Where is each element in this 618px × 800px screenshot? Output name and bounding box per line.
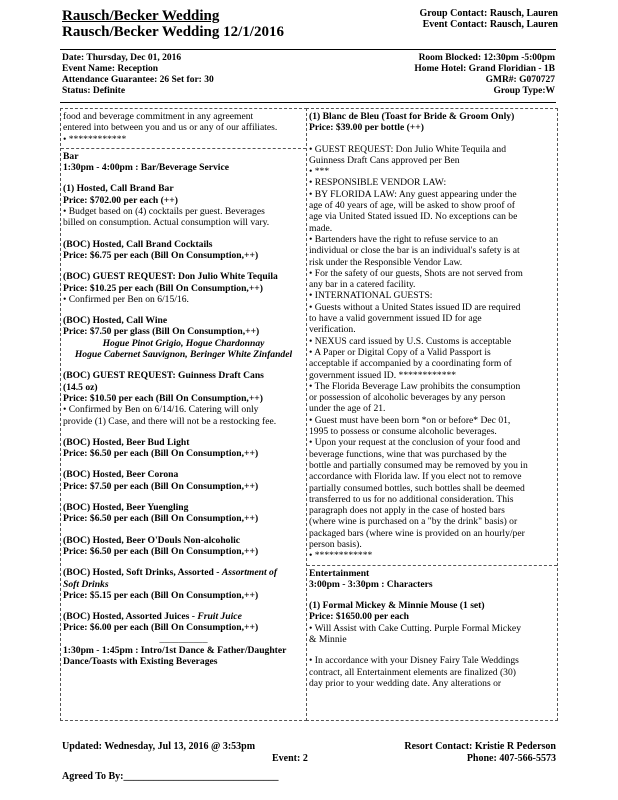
note-line: • Bartenders have the right to refuse service to an bbox=[309, 233, 499, 245]
item-note: provide (1) Case, and there will not be a restocking fee. bbox=[63, 415, 277, 427]
note-line: • Guests without a United States issued ID are required bbox=[309, 301, 521, 313]
note-line: day prior to your wedding date. Any alterations or bbox=[309, 677, 502, 689]
note-line: • INTERNATIONAL GUESTS: bbox=[309, 290, 433, 302]
item-title: (BOC) GUEST REQUEST: Guinness Draft Cans bbox=[63, 370, 264, 382]
item-price: Price: $6.50 per each (Bill On Consumption,++) bbox=[63, 513, 259, 525]
note-line: & Minnie bbox=[309, 634, 347, 646]
item-price: Price: $7.50 per glass (Bill On Consumption,++) bbox=[63, 326, 260, 338]
note-line: verification. bbox=[309, 324, 356, 336]
event-info-right bbox=[414, 53, 555, 97]
section-time: 3:00pm - 3:30pm : Characters bbox=[309, 578, 433, 590]
room-blocked: Room Blocked: 12:30pm -5:00pm bbox=[418, 53, 555, 63]
item-title-italic: Soft Drinks bbox=[63, 578, 109, 590]
item-price: Price: $7.50 per each (Bill On Consumption,++) bbox=[63, 480, 259, 492]
note-line: • RESPONSIBLE VENDOR LAW: bbox=[309, 177, 447, 189]
phone: Phone: 407-566-5573 bbox=[466, 753, 556, 764]
note-line: • BY FLORIDA LAW: Any guest appearing under the bbox=[309, 188, 517, 200]
item-title-text: (BOC) Hosted, Assorted Juices - bbox=[63, 611, 198, 623]
note-line: • Guest must have been born *on or before* Dec 01, bbox=[309, 414, 511, 426]
item-title: (BOC) Hosted, Call Brand Cocktails bbox=[63, 238, 213, 250]
event-info-left bbox=[62, 53, 214, 97]
note-line: paragraph does not apply in the case of hosted bars bbox=[309, 505, 505, 517]
item-title: (BOC) Hosted, Beer Yuengling bbox=[63, 502, 189, 514]
note-line: any bar in a catered facility. bbox=[309, 279, 416, 291]
note-line: • ************ bbox=[309, 550, 373, 562]
wine-list: Hogue Pinot Grigio, Hogue Chardonnay bbox=[102, 337, 265, 349]
intro-line: entered into between you and us or any of our affiliates. bbox=[63, 122, 278, 134]
item-note: • Confirmed per Ben on 6/15/16. bbox=[63, 293, 189, 305]
item-price: Price: $10.50 per each (Bill On Consumption,++) bbox=[63, 392, 263, 404]
wine-list: Hogue Cabernet Sauvignon, Beringer White Zinfandel bbox=[74, 349, 293, 361]
note-line: age via United Stated issued ID. No exceptions can be bbox=[309, 211, 518, 223]
section-time: 1:30pm - 1:45pm : Intro/1st Dance & Father/Daughter bbox=[63, 644, 287, 656]
note-line: • NEXUS card issued by U.S. Customs is acceptable bbox=[309, 335, 512, 347]
item-price: Price: $5.15 per each (Bill On Consumption,++) bbox=[63, 589, 259, 601]
item-price: Price: $39.00 per bottle (++) bbox=[309, 122, 424, 134]
note-line: made. bbox=[309, 222, 333, 234]
note-line: transferred to us for no additional consideration. This bbox=[309, 493, 514, 505]
note-line: bottle and partially consumed may be removed by you in bbox=[309, 459, 528, 471]
group-type: Group Type:W bbox=[493, 86, 555, 96]
attendance: Attendance Guarantee: 26 Set for: 30 bbox=[62, 75, 214, 85]
home-hotel: Home Hotel: Grand Floridian - 1B bbox=[414, 64, 555, 74]
intro-line: food and beverage commitment in any agreement bbox=[63, 111, 254, 122]
note-line: • Will Assist with Cake Cutting. Purple Formal Mickey bbox=[309, 622, 521, 634]
item-price: Price: $1650.00 per each bbox=[309, 611, 409, 623]
note-line: • The Florida Beverage Law prohibits the consumption bbox=[309, 380, 521, 392]
note-line: • For the safety of our guests, Shots are not served from bbox=[309, 267, 523, 279]
right-column bbox=[306, 108, 558, 721]
event-name: Event Name: Reception bbox=[62, 64, 159, 74]
note-line: 1995 to possess or consume alcoholic beverages. bbox=[309, 426, 497, 438]
section-title: Entertainment bbox=[309, 567, 370, 579]
event-date: Date: Thursday, Dec 01, 2016 bbox=[62, 53, 182, 63]
item-price: Price: $702.00 per each (++) bbox=[63, 194, 178, 206]
title-line-2: Rausch/Becker Wedding 12/1/2016 bbox=[62, 24, 284, 40]
note-line: accordance with Florida law. If you elect not to remove bbox=[309, 471, 522, 483]
note-line: government issued ID. ************ bbox=[309, 369, 457, 381]
updated-timestamp: Updated: Wednesday, Jul 13, 2016 @ 3:53pm bbox=[62, 741, 256, 752]
event-number: Event: 2 bbox=[272, 753, 308, 764]
item-title: (1) Formal Mickey & Minnie Mouse (1 set) bbox=[309, 600, 485, 612]
document-title bbox=[62, 8, 284, 40]
gmr-number: GMR#: G070727 bbox=[485, 75, 555, 85]
event-contact: Event Contact: Rausch, Lauren bbox=[422, 19, 558, 30]
title-line-1: Rausch/Becker Wedding bbox=[62, 8, 220, 24]
item-price: Price: $6.75 per each (Bill On Consumption,++) bbox=[63, 249, 259, 261]
item-title: (BOC) Hosted, Beer Corona bbox=[63, 469, 179, 481]
item-title-text: (BOC) Hosted, Soft Drinks, Assorted - bbox=[63, 567, 222, 579]
note-line: under the age of 21. bbox=[309, 403, 386, 415]
note-line: • *** bbox=[309, 166, 330, 178]
note-line: (where wine is purchased on a "by the drink" basis) or bbox=[309, 516, 518, 528]
left-column bbox=[60, 108, 307, 721]
item-price: Price: $6.50 per each (Bill On Consumption,++) bbox=[63, 545, 259, 557]
note-line: individual or close the bar is an individual's safety is at bbox=[309, 245, 520, 257]
item-title bbox=[63, 567, 304, 578]
item-title bbox=[63, 611, 304, 622]
item-title: (14.5 oz) bbox=[63, 381, 98, 393]
note-line: • GUEST REQUEST: Don Julio White Tequila and bbox=[309, 143, 507, 155]
item-note: billed on consumption. Actual consumption will vary. bbox=[63, 217, 270, 229]
section-time: Dance/Toasts with Existing Beverages bbox=[63, 656, 218, 668]
item-note: • Confirmed by Ben on 6/14/16. Catering will only bbox=[63, 404, 259, 416]
note-line: risk under the Responsible Vendor Law. bbox=[309, 256, 463, 268]
item-title: (BOC) Hosted, Call Wine bbox=[63, 315, 168, 327]
note-line: or possession of alcoholic beverages by any person bbox=[309, 392, 506, 404]
info-rule bbox=[60, 102, 556, 103]
resort-contact: Resort Contact: Kristie R Pederson bbox=[404, 741, 556, 752]
note-line: person basis). bbox=[309, 538, 362, 550]
item-title: (1) Blanc de Bleu (Toast for Bride & Groom Only) bbox=[309, 111, 515, 122]
item-title: (BOC) Hosted, Beer O'Douls Non-alcoholic bbox=[63, 534, 241, 546]
note-line: Guinness Draft Cans approved per Ben bbox=[309, 154, 460, 166]
section-title: Bar bbox=[63, 150, 79, 162]
item-title: (BOC) Hosted, Beer Bud Light bbox=[63, 436, 190, 448]
note-line: • Upon your request at the conclusion of your food and bbox=[309, 437, 521, 449]
section-divider bbox=[61, 148, 306, 149]
contacts bbox=[419, 8, 558, 30]
item-title: (1) Hosted, Call Brand Bar bbox=[63, 183, 174, 195]
note-line: acceptable if accompanied by a coordinating form of bbox=[309, 358, 512, 370]
note-line: to have a valid government issued ID for age bbox=[309, 313, 482, 325]
resort-contact-block bbox=[404, 741, 556, 765]
item-title: (BOC) GUEST REQUEST: Don Julio White Tequila bbox=[63, 271, 278, 283]
header-rule bbox=[60, 49, 556, 50]
note-line: age of 40 years of age, will be asked to show proof of bbox=[309, 200, 515, 212]
status: Status: Definite bbox=[62, 86, 126, 96]
note-line: packaged bars (where wine is provided on an hourly/per bbox=[309, 527, 525, 539]
item-price: Price: $6.00 per each (Bill On Consumption,++) bbox=[63, 622, 259, 634]
section-divider bbox=[307, 565, 557, 566]
note-line: • In accordance with your Disney Fairy Tale Weddings bbox=[309, 655, 519, 667]
note-line: contract, all Entertainment elements are finalized (30) bbox=[309, 666, 516, 678]
item-price: Price: $10.25 per each (Bill On Consumption,++) bbox=[63, 282, 263, 294]
section-time: 1:30pm - 4:00pm : Bar/Beverage Service bbox=[63, 162, 229, 174]
agreed-to-by: Agreed To By:_______________________________ bbox=[62, 771, 279, 782]
item-title-italic: Assortment of bbox=[221, 567, 278, 579]
note-line: beverage functions, wine that was purchased by the bbox=[309, 448, 507, 460]
note-line: • A Paper or Digital Copy of a Valid Passport is bbox=[309, 346, 491, 358]
intro-line: • ************ bbox=[63, 133, 127, 145]
separator-line: __________ bbox=[159, 633, 208, 645]
item-note: • Budget based on (4) cocktails per guest. Beverages bbox=[63, 206, 265, 218]
note-line: partially consumed bottles, such bottles shall be deemed bbox=[309, 482, 525, 494]
item-title-italic: Fruit Juice bbox=[197, 611, 242, 623]
group-contact: Group Contact: Rausch, Lauren bbox=[419, 8, 558, 19]
item-price: Price: $6.50 per each (Bill On Consumption,++) bbox=[63, 448, 259, 460]
